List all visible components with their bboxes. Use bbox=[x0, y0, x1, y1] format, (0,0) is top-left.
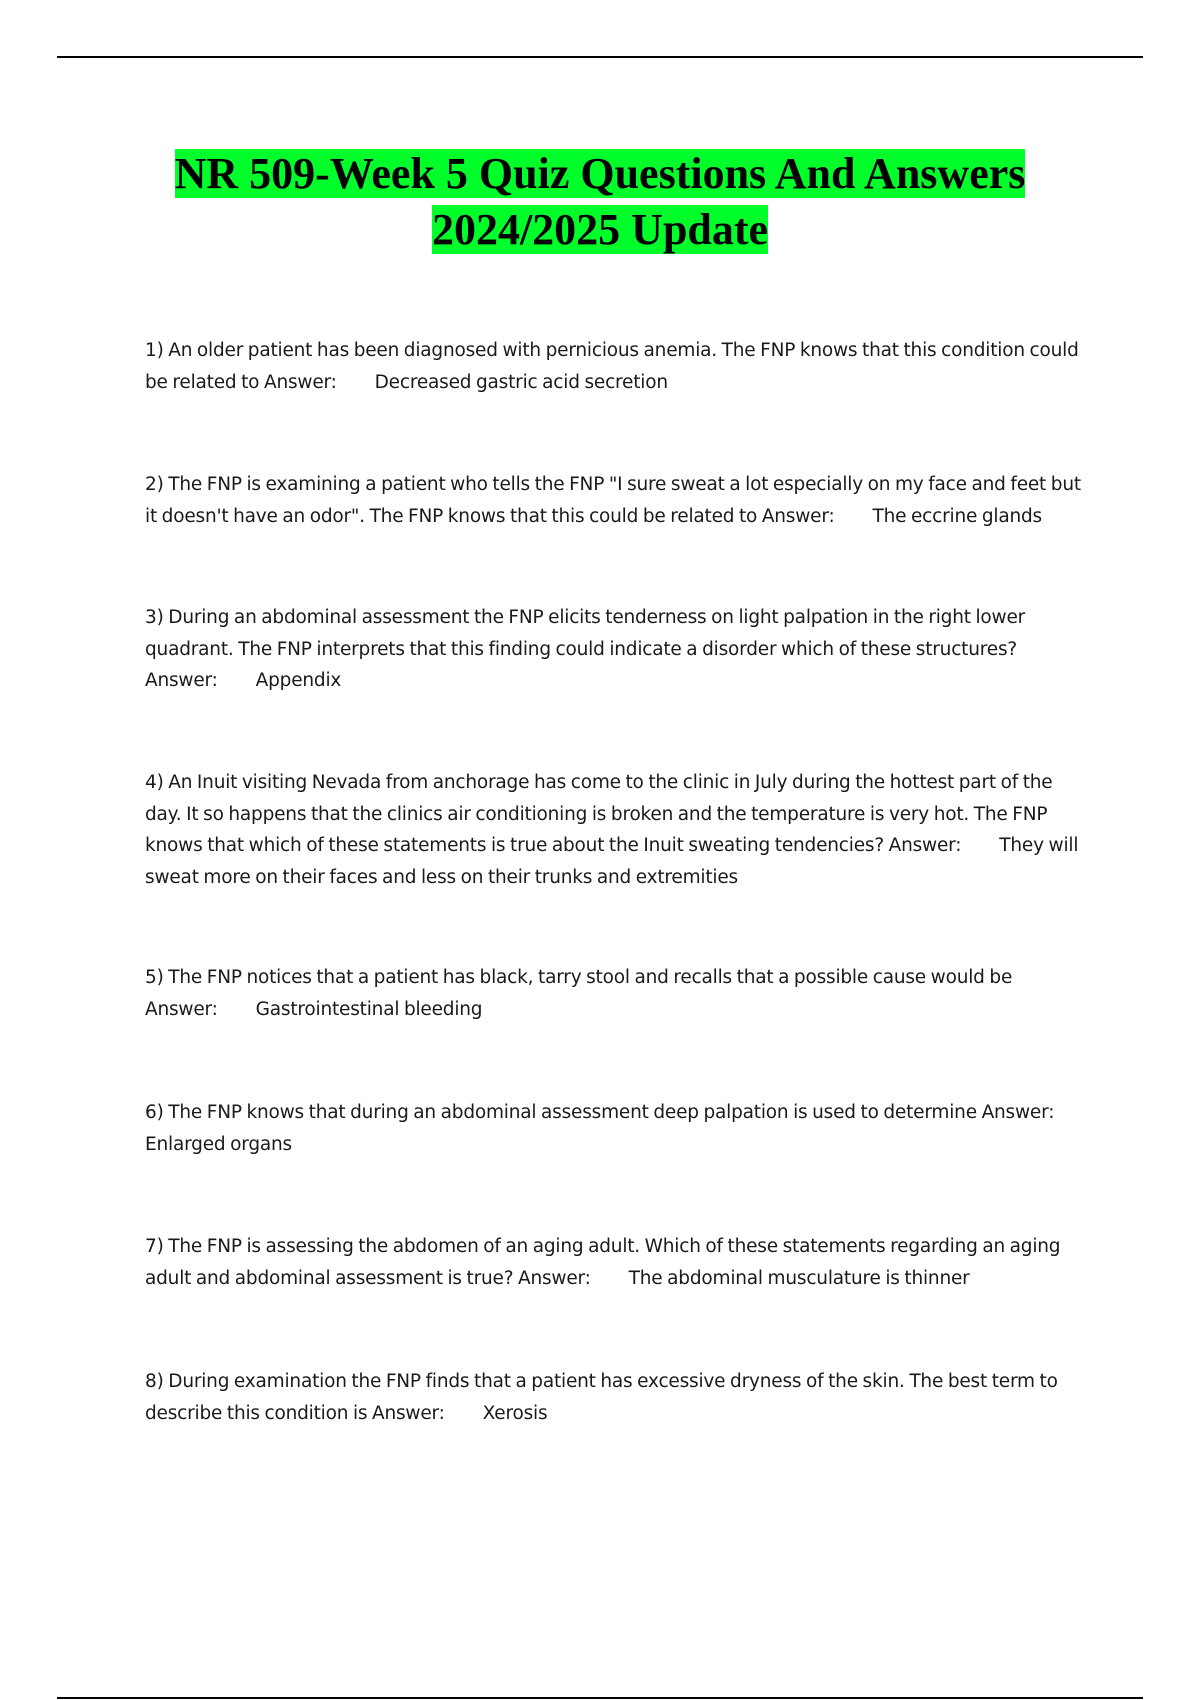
question-text: 3) During an abdominal assessment the FNP elicits tenderness on light palpation in the right lower quadrant. The FNP interprets that this finding could indicate a disorder which of these structures? bbox=[145, 607, 1026, 660]
answer-text: Decreased gastric acid secretion bbox=[374, 371, 668, 393]
title-line-2: 2024/2025 Update bbox=[431, 205, 769, 254]
answer-text: Xerosis bbox=[482, 1402, 548, 1424]
question-item-1 bbox=[145, 335, 1090, 398]
answer-text: Enlarged organs bbox=[145, 1133, 292, 1155]
question-item-4 bbox=[145, 767, 1090, 893]
question-item-2 bbox=[145, 469, 1090, 532]
document-title bbox=[110, 146, 1090, 258]
answer-label: Answer: bbox=[888, 835, 962, 856]
question-item-8 bbox=[145, 1366, 1090, 1429]
answer-label: Answer: bbox=[761, 505, 835, 527]
question-text: 8) During examination the FNP finds that a patient has excessive dryness of the skin. The best term to describe this condition is bbox=[145, 1371, 1058, 1424]
answer-text: They will sweat more on their faces and less on their trunks and extremities bbox=[145, 835, 1079, 888]
answer-text: Appendix bbox=[255, 670, 342, 691]
answer-label: Answer: bbox=[518, 1267, 591, 1289]
question-text: 7) The FNP is assessing the abdomen of an aging adult. Which of these statements regarding an aging adult and abdominal assessment is true? bbox=[145, 1236, 1061, 1289]
answer-label: Answer: bbox=[981, 1102, 1055, 1123]
question-text: 4) An Inuit visiting Nevada from anchorage has come to the clinic in July during the hottest part of the day. It so happens that the clinics air conditioning is broken and the temperature is very hot. The FNP knows that which of these statements is true about the Inuit sweating tendencies? bbox=[145, 772, 1053, 856]
answer-label: Answer: bbox=[263, 371, 337, 393]
answer-text: The abdominal musculature is thinner bbox=[628, 1267, 970, 1289]
question-text: 2) The FNP is examining a patient who tells the FNP "I sure sweat a lot especially on my face and feet but it doesn't have an odor". The FNP knows that this could be related to bbox=[145, 474, 1081, 527]
answer-text: Gastrointestinal bleeding bbox=[255, 998, 483, 1020]
question-item-5 bbox=[145, 962, 1090, 1025]
document-title-block bbox=[110, 146, 1090, 258]
question-text: 6) The FNP knows that during an abdominal assessment deep palpation is used to determine bbox=[145, 1102, 982, 1123]
question-text: 5) The FNP notices that a patient has black, tarry stool and recalls that a possible cause would be bbox=[145, 967, 1013, 988]
answer-label: Answer: bbox=[145, 998, 218, 1020]
question-text: 1) An older patient has been diagnosed with pernicious anemia. The FNP knows that this condition could be related to bbox=[145, 340, 1079, 393]
question-item-3 bbox=[145, 602, 1090, 697]
answer-label: Answer: bbox=[372, 1402, 445, 1424]
title-line-1: NR 509-Week 5 Quiz Questions And Answers bbox=[174, 149, 1026, 198]
answer-label: Answer: bbox=[145, 670, 218, 691]
answer-text: The eccrine glands bbox=[872, 505, 1042, 527]
question-item-7 bbox=[145, 1231, 1090, 1294]
question-item-6 bbox=[145, 1097, 1090, 1160]
bottom-rule bbox=[57, 1697, 1143, 1699]
top-rule bbox=[57, 56, 1143, 58]
